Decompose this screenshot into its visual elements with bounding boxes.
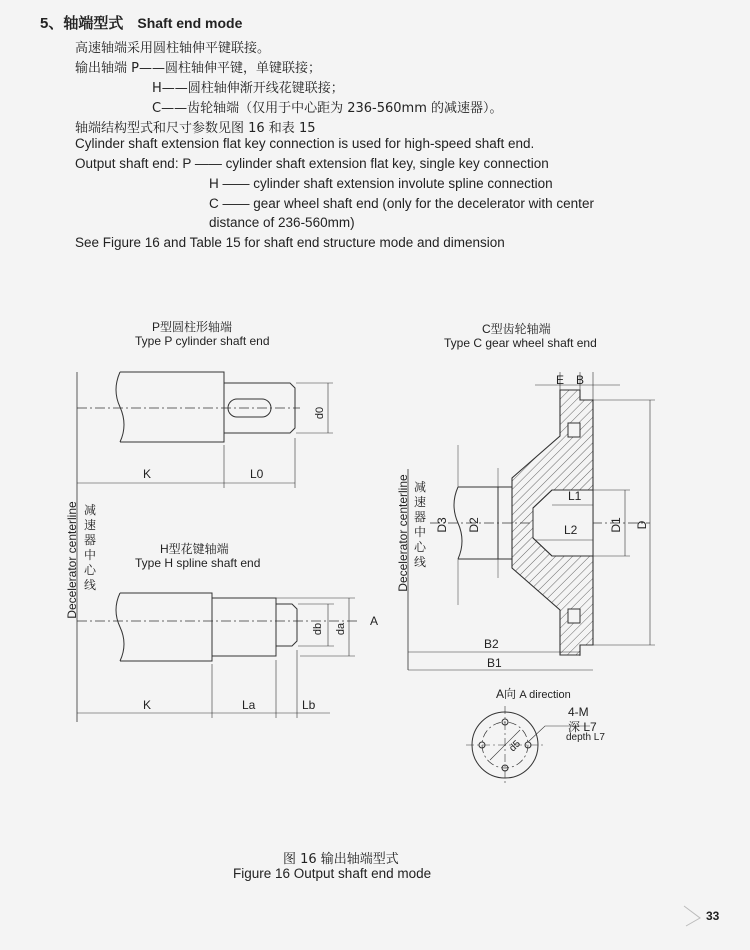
type-h-drawing: [77, 593, 360, 718]
type-p-drawing: [77, 372, 333, 488]
c-label-d3: D3: [435, 517, 449, 533]
a-direction-en: A direction: [519, 689, 571, 701]
h-label-da: da: [335, 622, 347, 636]
p-title-cn: P型圆柱形轴端: [152, 320, 233, 334]
a-direction-cn: A向: [496, 687, 517, 701]
section-title-en: Shaft end mode: [137, 15, 243, 31]
caption-cn: 图 16 输出轴端型式: [283, 852, 399, 867]
p-label-d0: d0: [314, 406, 326, 420]
c-title-cn: C型齿轮轴端: [482, 322, 551, 336]
section-title-cn: 轴端型式: [63, 15, 124, 32]
c-centerline-cn: 减速器中心线: [414, 480, 427, 569]
caption-en: Figure 16 Output shaft end mode: [233, 866, 432, 881]
c-label-e: E: [556, 373, 565, 387]
cn-line-2: 输出轴端 P——圆柱轴伸平键，单键联接；: [75, 61, 321, 76]
left-centerline-cn: 减速器中心线: [84, 503, 97, 592]
cn-line-5: 轴端结构型式和尺寸参数见图 16 和表 15: [75, 121, 316, 136]
left-centerline-en: Decelerator centerline: [65, 501, 79, 619]
h-label-db: db: [312, 622, 324, 636]
c-label-b: B: [576, 373, 585, 387]
c-label-d: D: [635, 520, 649, 530]
en-line-2: Output shaft end: P —— cylinder shaft extension flat key, single key connection: [75, 156, 549, 171]
en-line-5: distance of 236-560mm): [209, 215, 355, 230]
a-label-depth-en: depth L7: [566, 732, 605, 743]
page-mark: [684, 906, 700, 926]
page-number: 33: [706, 909, 720, 923]
cn-line-1: 高速轴端采用圆柱轴伸平键联接。: [75, 41, 271, 56]
c-centerline-en: Decelerator centerline: [396, 474, 410, 592]
c-label-d1: D1: [609, 517, 623, 533]
a-direction-title: [496, 685, 571, 702]
p-label-l0: L0: [250, 467, 264, 481]
p-title-en: Type P cylinder shaft end: [135, 334, 270, 348]
h-label-la: La: [242, 698, 256, 712]
c-label-b1: B1: [487, 656, 502, 670]
cn-line-4: C——齿轮轴端（仅用于中心距为 236-560mm 的减速器）。: [152, 101, 503, 116]
h-title-cn: H型花键轴端: [160, 542, 229, 556]
h-title-en: Type H spline shaft end: [135, 556, 261, 570]
h-label-k: K: [143, 698, 152, 712]
c-label-b2: B2: [484, 637, 499, 651]
a-label-depth-cn: 深 L7: [568, 720, 597, 734]
c-label-d2: D2: [467, 517, 481, 533]
en-line-4: C —— gear wheel shaft end (only for the decelerator with center: [209, 196, 594, 211]
a-label-4m: 4-M: [568, 705, 589, 719]
h-label-a: A: [370, 614, 379, 628]
p-label-k: K: [143, 467, 152, 481]
c-title-en: Type C gear wheel shaft end: [444, 336, 597, 350]
c-label-l2: L2: [564, 523, 578, 537]
en-line-6: See Figure 16 and Table 15 for shaft end structure mode and dimension: [75, 235, 505, 250]
cn-line-3: H——圆柱轴伸渐开线花键联接；: [152, 81, 344, 96]
a-label-d5: d5: [507, 738, 523, 755]
c-label-l1: L1: [568, 489, 582, 503]
h-label-lb: Lb: [302, 698, 316, 712]
en-line-3: H —— cylinder shaft extension involute spline connection: [209, 176, 553, 191]
en-line-1: Cylinder shaft extension flat key connection is used for high-speed shaft end.: [75, 136, 535, 151]
section-number: 5、: [40, 15, 64, 32]
